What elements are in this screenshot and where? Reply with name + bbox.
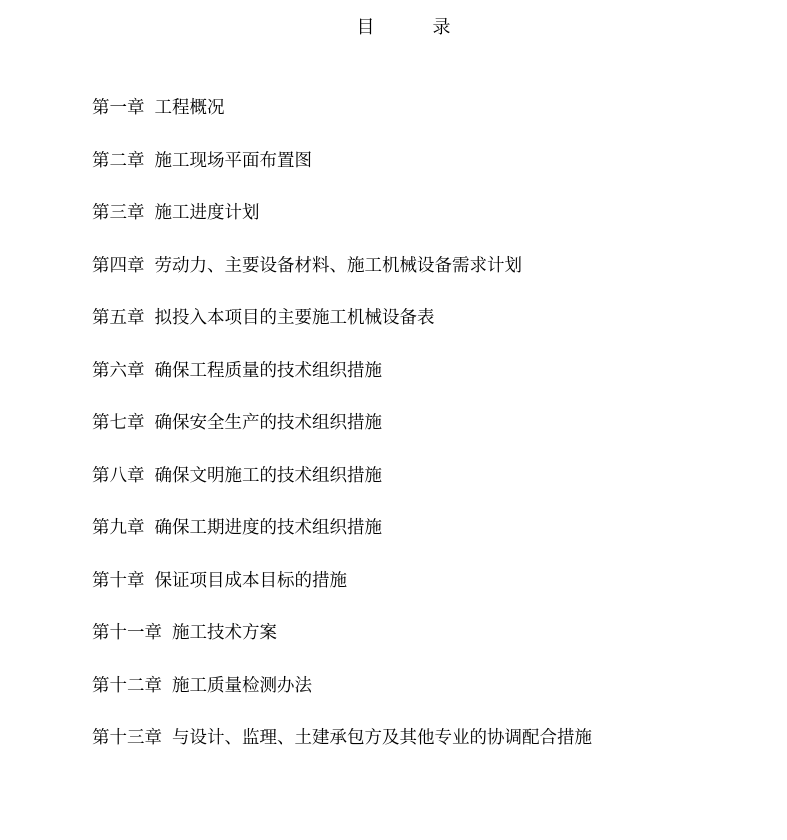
toc-item-1 bbox=[92, 96, 592, 149]
toc-item-2 bbox=[92, 149, 592, 202]
toc-item-9 bbox=[92, 516, 592, 569]
chapter-number: 第八章 bbox=[92, 465, 145, 486]
chapter-title: 劳动力、主要设备材料、施工机械设备需求计划 bbox=[154, 255, 522, 276]
toc-item-8 bbox=[92, 464, 592, 517]
chapter-title: 保证项目成本目标的措施 bbox=[154, 570, 347, 591]
chapter-title: 确保文明施工的技术组织措施 bbox=[154, 465, 382, 486]
toc-item-3 bbox=[92, 201, 592, 254]
toc-item-5 bbox=[92, 306, 592, 359]
chapter-title: 确保工程质量的技术组织措施 bbox=[154, 360, 382, 381]
toc-heading-part1: 目 bbox=[356, 17, 375, 38]
chapter-title: 工程概况 bbox=[154, 98, 225, 118]
toc-heading bbox=[10, 16, 787, 40]
toc-item-12 bbox=[92, 674, 592, 727]
toc-item-4 bbox=[92, 254, 592, 307]
table-of-contents bbox=[92, 96, 592, 779]
chapter-number: 第十一章 bbox=[92, 623, 162, 643]
chapter-number: 第五章 bbox=[92, 308, 145, 328]
chapter-number: 第三章 bbox=[92, 203, 145, 223]
toc-item-10 bbox=[92, 569, 592, 622]
chapter-number: 第一章 bbox=[92, 98, 145, 118]
chapter-title: 确保安全生产的技术组织措施 bbox=[154, 413, 382, 433]
chapter-number: 第六章 bbox=[92, 360, 145, 381]
chapter-title: 施工现场平面布置图 bbox=[154, 150, 312, 171]
toc-item-7 bbox=[92, 411, 592, 464]
chapter-title: 施工质量检测办法 bbox=[172, 675, 312, 696]
toc-item-13 bbox=[92, 726, 592, 779]
chapter-number: 第十二章 bbox=[92, 675, 162, 696]
toc-item-11 bbox=[92, 621, 592, 674]
chapter-title: 确保工期进度的技术组织措施 bbox=[154, 518, 382, 538]
chapter-title: 施工进度计划 bbox=[154, 203, 260, 223]
toc-item-6 bbox=[92, 359, 592, 412]
chapter-number: 第四章 bbox=[92, 255, 145, 276]
toc-heading-part2: 录 bbox=[432, 17, 451, 38]
chapter-title: 施工技术方案 bbox=[172, 623, 277, 643]
chapter-title: 拟投入本项目的主要施工机械设备表 bbox=[154, 308, 435, 328]
chapter-number: 第七章 bbox=[92, 413, 145, 433]
chapter-number: 第十章 bbox=[92, 570, 145, 591]
chapter-number: 第十三章 bbox=[92, 728, 162, 748]
chapter-number: 第二章 bbox=[92, 150, 145, 171]
chapter-title: 与设计、监理、土建承包方及其他专业的协调配合措施 bbox=[172, 728, 592, 748]
chapter-number: 第九章 bbox=[92, 518, 145, 538]
